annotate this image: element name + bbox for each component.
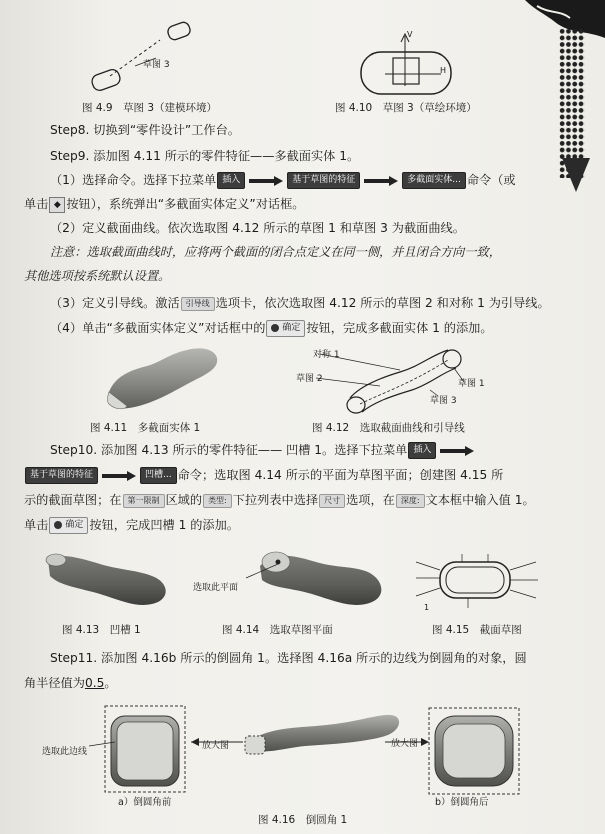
menu-sketch-feature-button[interactable]: 基于草图的特征: [287, 172, 360, 189]
fig-4-16-caption: 图 4.16 倒圆角 1: [258, 814, 348, 826]
step10-text-b: 命令；选取图 4.14 所示的平面为草图平面；创建图 4.15 所: [177, 468, 504, 482]
step9-3-text-b: 选项卡，依次选取图 4.12 所示的草图 2 和对称 1 为引导线。: [215, 296, 550, 310]
step9-text: Step9. 添加图 4.11 所示的零件特征——多截面实体 1。: [50, 149, 360, 163]
type-label: 类型:: [203, 494, 232, 508]
fig-4-13-caption: 图 4.13 凹槽 1: [62, 624, 141, 636]
step9-1-text-c: 单击: [24, 197, 49, 211]
step9-1-text-b: 命令（或: [466, 173, 516, 187]
step9-3-text: （3）定义引导线。激活: [50, 296, 180, 310]
step9-1-text-d: 按钮），系统弹出“多截面实体定义”对话框。: [66, 197, 305, 211]
menu-multisection-button[interactable]: 多截面实体...: [402, 172, 466, 189]
step9-2-text: （2）定义截面曲线。依次选取图 4.12 所示的草图 1 和草图 3 为截面曲线。: [50, 221, 465, 235]
note-line-1: 注意：选取截面曲线时，应将两个截面的闭合点定义在同一侧，并且闭合方向一致，: [50, 245, 501, 259]
step10-text-d1: 单击: [24, 518, 49, 532]
fig-4-9-sketch3-label: 草图 3: [143, 60, 170, 70]
fig-4-13-part: [40, 540, 180, 620]
step11-text: Step11. 添加图 4.16b 所示的倒圆角 1。选择图 4.16a 所示的边线为倒圆角的对象，圆: [50, 651, 527, 665]
fig-4-15-caption: 图 4.15 截面草图: [432, 624, 522, 636]
depth-label: 深度:: [396, 494, 425, 508]
menu-insert-button[interactable]: 插入: [217, 172, 245, 189]
fig-4-16-select-edge-label: 选取此边线: [42, 747, 88, 757]
ok-button-label-2: 确定: [65, 520, 84, 530]
fig-4-12-caption: 图 4.12 选取截面曲线和引导线: [312, 422, 465, 434]
dot-grid-decoration: [559, 28, 585, 178]
fig-4-16a-caption: a）倒圆角前: [118, 797, 172, 808]
step9-3-line: [50, 295, 550, 311]
ok-button-2[interactable]: [49, 517, 88, 534]
fig-4-16-zoom-left-label: 放大图: [202, 741, 230, 751]
fig-4-15-dim-label: 1: [424, 603, 430, 612]
first-limit-label: 第一限制: [123, 494, 165, 508]
step10-text-d2: 按钮，完成凹槽 1 的添加。: [89, 518, 239, 532]
triangle-marker: [562, 158, 590, 192]
step10-text-c3: 下拉列表中选择: [232, 493, 319, 507]
fig-4-16-drawing: [95, 702, 535, 802]
menu-pocket-button[interactable]: 凹槽...: [140, 467, 177, 484]
fig-4-14-caption: 图 4.14 选取草图平面: [222, 624, 333, 636]
step9-4-text-b: 按钮，完成多截面实体 1 的添加。: [306, 321, 493, 335]
fig-4-10-drawing: [355, 30, 465, 110]
fig-4-14-part: [250, 540, 400, 620]
fig-4-15-sketch: [410, 548, 550, 618]
step9-1-line: [50, 172, 516, 189]
step9-1-line2: [24, 196, 304, 213]
note-line-2: 其他选项按系统默认设置。: [24, 269, 171, 283]
step11-line2: [24, 675, 117, 691]
step11-text-c: 。: [104, 676, 117, 690]
fig-4-14-select-plane-label: 选取此平面: [193, 583, 239, 593]
step10-line4: [24, 517, 239, 534]
step10-line: [50, 442, 477, 459]
step10-text-c2: 区域的: [165, 493, 203, 507]
fig-4-12-sym1-label: 对称 1: [313, 350, 340, 360]
arrow-icon: [364, 176, 398, 186]
ok-button-label: 确定: [282, 323, 301, 333]
step10-text-c1: 示的截面草图；在: [24, 493, 122, 507]
step11-text-b: 角半径值为: [24, 676, 85, 690]
fig-4-11-part: [95, 340, 235, 420]
ok-icon: [54, 521, 62, 529]
step8-text: Step8. 切换到“零件设计”工作台。: [50, 123, 240, 137]
multisection-icon[interactable]: ◆: [49, 197, 65, 213]
step10-text-c4: 选项，在: [346, 493, 395, 507]
tab-guides[interactable]: 引导线: [181, 297, 215, 311]
ok-icon: [271, 324, 279, 332]
menu-insert-button-2[interactable]: 插入: [408, 442, 436, 459]
fig-4-12-sketch3-label: 草图 3: [430, 396, 457, 406]
fig-4-10-caption: 图 4.10 草图 3（草绘环境）: [335, 102, 477, 114]
fig-4-11-caption: 图 4.11 多截面实体 1: [90, 422, 201, 434]
step10-text-c5: 文本框中输入值 1。: [425, 493, 535, 507]
step9-4-line: [50, 320, 493, 337]
fig-4-12-sketch1-label: 草图 1: [458, 379, 485, 389]
radius-value: 0.5: [84, 676, 105, 690]
fig-4-16b-caption: b）倒圆角后: [435, 797, 489, 808]
fig-4-16-zoom-right-label: 放大图: [391, 739, 419, 749]
arrow-icon: [440, 446, 474, 456]
fig-4-9-drawing: [80, 20, 280, 110]
arrow-icon: [102, 471, 136, 481]
step10-text: Step10. 添加图 4.13 所示的零件特征—— 凹槽 1。选择下拉菜单: [50, 443, 408, 457]
fig-4-10-h-label: H: [440, 66, 447, 75]
fig-4-10-v-label: V: [407, 30, 413, 39]
fig-4-12-sketch2-label: 草图 2: [296, 374, 323, 384]
step9-1-text: （1）选择命令。选择下拉菜单: [50, 173, 217, 187]
step10-line2: [24, 467, 503, 484]
step9-4-text: （4）单击“多截面实体定义”对话框中的: [50, 321, 266, 335]
arrow-icon: [249, 176, 283, 186]
step10-line3: [24, 492, 535, 508]
ok-button[interactable]: [266, 320, 305, 337]
fig-4-9-caption: 图 4.9 草图 3（建模环境）: [82, 102, 218, 114]
dimension-option[interactable]: 尺寸: [319, 494, 345, 508]
menu-sketch-feature-button-2[interactable]: 基于草图的特征: [25, 467, 98, 484]
